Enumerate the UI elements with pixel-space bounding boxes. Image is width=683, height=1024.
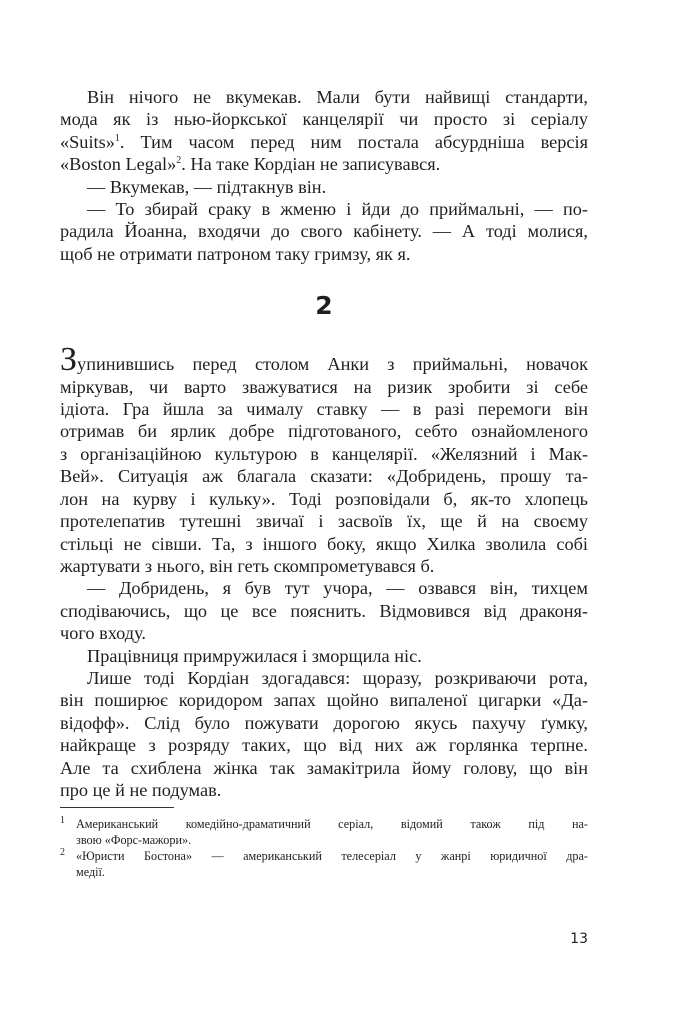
footnote-continuation: медії. — [76, 865, 105, 880]
text-line: лон на курву і кульку». Тоді розповідали б, як-то хлопець — [60, 488, 588, 509]
text-line: з організаційною культурою в канцелярії. «Желязний і Мак- — [60, 443, 588, 464]
footnote-number: 2 — [60, 847, 65, 859]
text-line: Але та схиблена жінка так замакітрила йому голову, що він — [60, 757, 588, 778]
text-line: Працівниця примружилася і зморщила ніс. — [87, 645, 422, 666]
text-fragment: мода як із нью-йоркської канцелярії чи просто зі серіалу — [60, 109, 588, 130]
text-line: найкраще з розряду таких, що від них аж горлянка терпне. — [60, 735, 588, 756]
text-fragment: . Тим часом перед ним постала абсурдніша версія — [119, 131, 588, 152]
text-line: радила Йоанна, входячи до свого кабінету. — А тоді молися, — [60, 221, 588, 242]
text-fragment: «Boston Legal» — [60, 154, 177, 175]
text-line: протелепатив тутешні звичаї і засвоїв їх, ще й на своєму — [60, 511, 588, 532]
text-line: — То збирай сраку в жменю і йди до приймальні, — по- — [87, 199, 588, 220]
footnote-divider — [60, 807, 174, 808]
footnote-text: Американський комедійно-драматичний серіал, відомий також під на- — [76, 817, 588, 832]
paragraph — [60, 667, 588, 801]
footnote-text: «Юристи Бостона» — американський телесеріал у жанрі юридичної дра- — [76, 849, 588, 864]
text-line — [60, 341, 588, 379]
text-line — [60, 153, 588, 175]
text-line: відофф». Слід було пожувати дорогою якусь пахучу ґумку, — [60, 712, 588, 733]
footnote-number: 1 — [60, 815, 65, 827]
text-line — [60, 108, 588, 130]
text-line: жартувати з нього, він геть скомпрометувався б. — [60, 555, 435, 576]
text-fragment: «Suits» — [60, 131, 115, 152]
text-line: він поширює коридором запах щойно випаленої цигарки «Да- — [60, 690, 588, 711]
drop-cap: З — [60, 341, 78, 379]
text-line: чого входу. — [60, 623, 146, 644]
book-page — [60, 86, 588, 880]
footnote-continuation: звою «Форс-мажори». — [76, 833, 192, 848]
text-fragment: упинившись перед столом Анки з приймальні, новачок — [77, 354, 588, 375]
footnote — [60, 848, 588, 864]
text-line: Вей». Ситуація аж благала сказати: «Добридень, прошу та- — [60, 466, 588, 487]
footnote — [60, 816, 588, 832]
footnote-reference: 2 — [176, 155, 182, 167]
chapter-number: 2 — [315, 291, 333, 321]
text-line: щоб не отримати патроном таку гримзу, як я. — [60, 243, 411, 264]
footnotes — [60, 816, 588, 880]
text-line: Він нічого не вкумекав. Мали бути найвищі стандарти, — [87, 87, 588, 107]
dialog-line: — Вкумекав, — підтакнув він. — [87, 176, 327, 197]
text-line: стільці не сівши. Та, з іншого боку, якщо Хилка зволила собі — [60, 533, 588, 554]
text-line: Лише тоді Кордіан здогадався: щоразу, розкриваючи рота, — [87, 667, 588, 688]
text-line — [60, 131, 588, 153]
paragraph — [60, 86, 588, 176]
text-line: — Добридень, я був тут учора, — озвався він, тихцем — [87, 578, 588, 599]
text-fragment: . На таке Кордіан не записувався. — [181, 154, 441, 175]
text-line: ідіота. Гра йшла за чималу ставку — в разі перемоги він — [60, 399, 588, 420]
paragraph — [60, 341, 588, 577]
text-line: отримав би ярлик добре підготованого, себто ознайомленого — [60, 421, 588, 442]
paragraph — [60, 198, 588, 265]
paragraph — [60, 577, 588, 644]
text-line: сподіваючись, що це все пояснить. Відмовився від драконя- — [60, 600, 588, 621]
footnote-reference: 1 — [114, 132, 120, 144]
text-line: міркував, чи варто зважуватися на ризик зробити зі себе — [60, 376, 588, 397]
text-line: про це й не подумав. — [60, 779, 222, 800]
page-number: 13 — [570, 931, 588, 947]
